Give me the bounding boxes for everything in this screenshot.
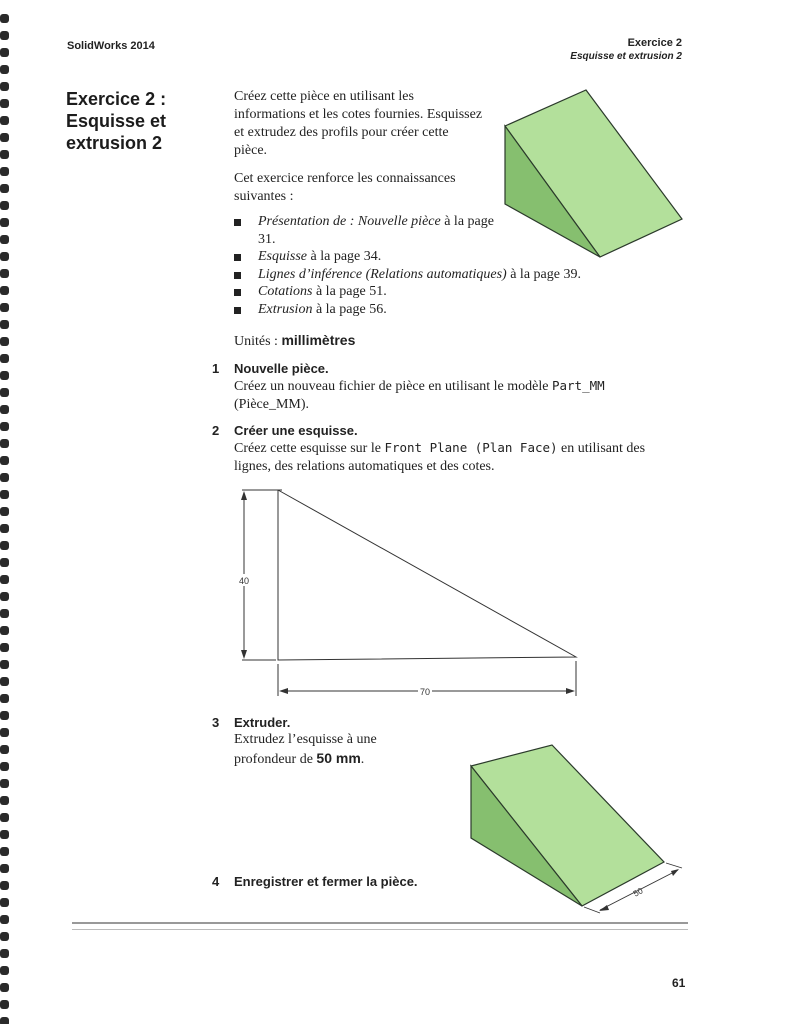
sketch-drawing (236, 486, 586, 698)
sketch-profile (278, 490, 576, 660)
topic-page: à la page 39. (506, 266, 581, 282)
step-title: Nouvelle pièce. (234, 361, 329, 376)
step-text: Créez cette esquisse sur le (234, 441, 385, 456)
bullet-square-icon (234, 219, 241, 226)
topic-link[interactable]: Lignes d’inférence (Relations automatiques) (258, 266, 507, 282)
step-body (234, 439, 714, 476)
binding-ring (0, 660, 9, 669)
spiral-binding (0, 0, 20, 1024)
dimension-height[interactable]: 40 (238, 576, 250, 586)
bullet-square-icon (234, 254, 241, 261)
binding-ring (0, 303, 9, 312)
binding-ring (0, 541, 9, 550)
arrow-icon (279, 688, 288, 694)
binding-ring (0, 711, 9, 720)
binding-ring (0, 932, 9, 941)
step-title: Créer une esquisse. (234, 423, 358, 438)
binding-ring (0, 490, 9, 499)
binding-ring (0, 507, 9, 516)
step-body (234, 731, 434, 769)
step-number: 4 (212, 874, 220, 889)
binding-ring (0, 915, 9, 924)
binding-ring (0, 252, 9, 261)
binding-ring (0, 184, 9, 193)
binding-ring (0, 898, 9, 907)
binding-ring (0, 439, 9, 448)
binding-ring (0, 796, 9, 805)
binding-ring (0, 201, 9, 210)
binding-ring (0, 592, 9, 601)
binding-ring (0, 830, 9, 839)
step-text: lignes, des relations automatiques et des cotes. (234, 459, 495, 474)
bullet-square-icon (234, 289, 241, 296)
binding-ring (0, 218, 9, 227)
section-title-line: Exercice 2 : (66, 89, 167, 109)
binding-ring (0, 82, 9, 91)
binding-ring (0, 99, 9, 108)
list-item (234, 301, 654, 319)
binding-ring (0, 1000, 9, 1009)
header-exercise: Exercice 2 (627, 37, 682, 49)
binding-ring (0, 14, 9, 23)
topic-link[interactable]: Esquisse (258, 249, 307, 264)
binding-ring (0, 116, 9, 125)
list-item (234, 213, 498, 248)
topic-page: à la page 31. (258, 214, 494, 247)
template-name: Part_MM (551, 378, 605, 393)
plane-name: Front Plane (Plan Face) (384, 440, 558, 455)
topic-link[interactable]: Extrusion (258, 301, 313, 317)
binding-ring (0, 881, 9, 890)
step-number: 1 (212, 361, 220, 376)
binding-ring (0, 473, 9, 482)
binding-ring (0, 133, 9, 142)
binding-ring (0, 524, 9, 533)
binding-ring (0, 575, 9, 584)
bullet-square-icon (234, 307, 241, 314)
binding-ring (0, 320, 9, 329)
step-body (234, 377, 704, 414)
binding-ring (0, 405, 9, 414)
step-number: 3 (212, 715, 220, 730)
binding-ring (0, 813, 9, 822)
binding-ring (0, 762, 9, 771)
topic-link[interactable]: Présentation de : Nouvelle pièce (258, 214, 441, 229)
binding-ring (0, 864, 9, 873)
binding-ring (0, 269, 9, 278)
header-product: SolidWorks 2014 (67, 40, 155, 52)
header-exercise-subtitle: Esquisse et extrusion 2 (570, 51, 682, 62)
extension-line (666, 863, 682, 868)
extension-line (584, 907, 600, 913)
binding-ring (0, 779, 9, 788)
intro-text (234, 88, 484, 216)
binding-ring (0, 626, 9, 635)
binding-ring (0, 745, 9, 754)
binding-ring (0, 167, 9, 176)
intro-paragraph: Cet exercice renforce les connaissances suivantes : (234, 171, 456, 204)
units-line (234, 332, 355, 350)
arrow-icon (241, 491, 247, 500)
binding-ring (0, 65, 9, 74)
step-text: en utilisant des (557, 441, 646, 456)
step-text: Extrudez l’esquisse à une (234, 732, 377, 747)
step-title: Extruder. (234, 715, 291, 730)
topic-page: à la page 51. (312, 284, 387, 299)
binding-ring (0, 949, 9, 958)
wedge-preview-image (500, 86, 690, 261)
dimension-depth[interactable]: 50 (631, 885, 645, 899)
topic-page: à la page 34. (307, 249, 382, 264)
topic-link[interactable]: Cotations (258, 284, 313, 299)
step-text: profondeur de (234, 752, 317, 767)
intro-paragraph: Créez cette pièce en utilisant les informations et les cotes fournies. Esquissez et extrudez des profils pour créer cette pièce. (234, 89, 483, 158)
dimension-width[interactable]: 70 (419, 687, 431, 697)
binding-ring (0, 677, 9, 686)
wedge-extruded-image (466, 740, 696, 918)
arrow-icon (241, 650, 247, 659)
topic-page: à la page 56. (312, 301, 387, 317)
section-title-line: extrusion 2 (66, 133, 163, 153)
binding-ring (0, 643, 9, 652)
step-number: 2 (212, 423, 220, 438)
page-number: 61 (672, 976, 686, 990)
binding-ring (0, 847, 9, 856)
units-label: Unités : (234, 334, 282, 349)
step-title: Enregistrer et fermer la pièce. (234, 874, 418, 889)
arrow-icon (671, 869, 679, 876)
binding-ring (0, 694, 9, 703)
section-title-line: Esquisse et (66, 111, 167, 131)
depth-value: 50 mm (316, 750, 361, 766)
binding-ring (0, 558, 9, 567)
list-item (234, 266, 654, 284)
bullet-square-icon (234, 272, 241, 279)
list-item (234, 283, 654, 301)
binding-ring (0, 286, 9, 295)
arrow-icon (566, 688, 575, 694)
step-text: . (360, 752, 365, 767)
binding-ring (0, 728, 9, 737)
binding-ring (0, 354, 9, 363)
binding-ring (0, 983, 9, 992)
units-value: millimètres (281, 332, 356, 348)
binding-ring (0, 337, 9, 346)
footer-divider (72, 922, 688, 930)
binding-ring (0, 48, 9, 57)
binding-ring (0, 371, 9, 380)
section-title (66, 88, 216, 154)
step-text: (Pièce_MM). (234, 397, 310, 412)
binding-ring (0, 388, 9, 397)
binding-ring (0, 1017, 9, 1024)
header-chapter (570, 36, 682, 64)
binding-ring (0, 966, 9, 975)
binding-ring (0, 456, 9, 465)
binding-ring (0, 150, 9, 159)
binding-ring (0, 422, 9, 431)
binding-ring (0, 235, 9, 244)
step-text: Créez un nouveau fichier de pièce en utilisant le modèle (234, 379, 552, 394)
binding-ring (0, 31, 9, 40)
binding-ring (0, 609, 9, 618)
